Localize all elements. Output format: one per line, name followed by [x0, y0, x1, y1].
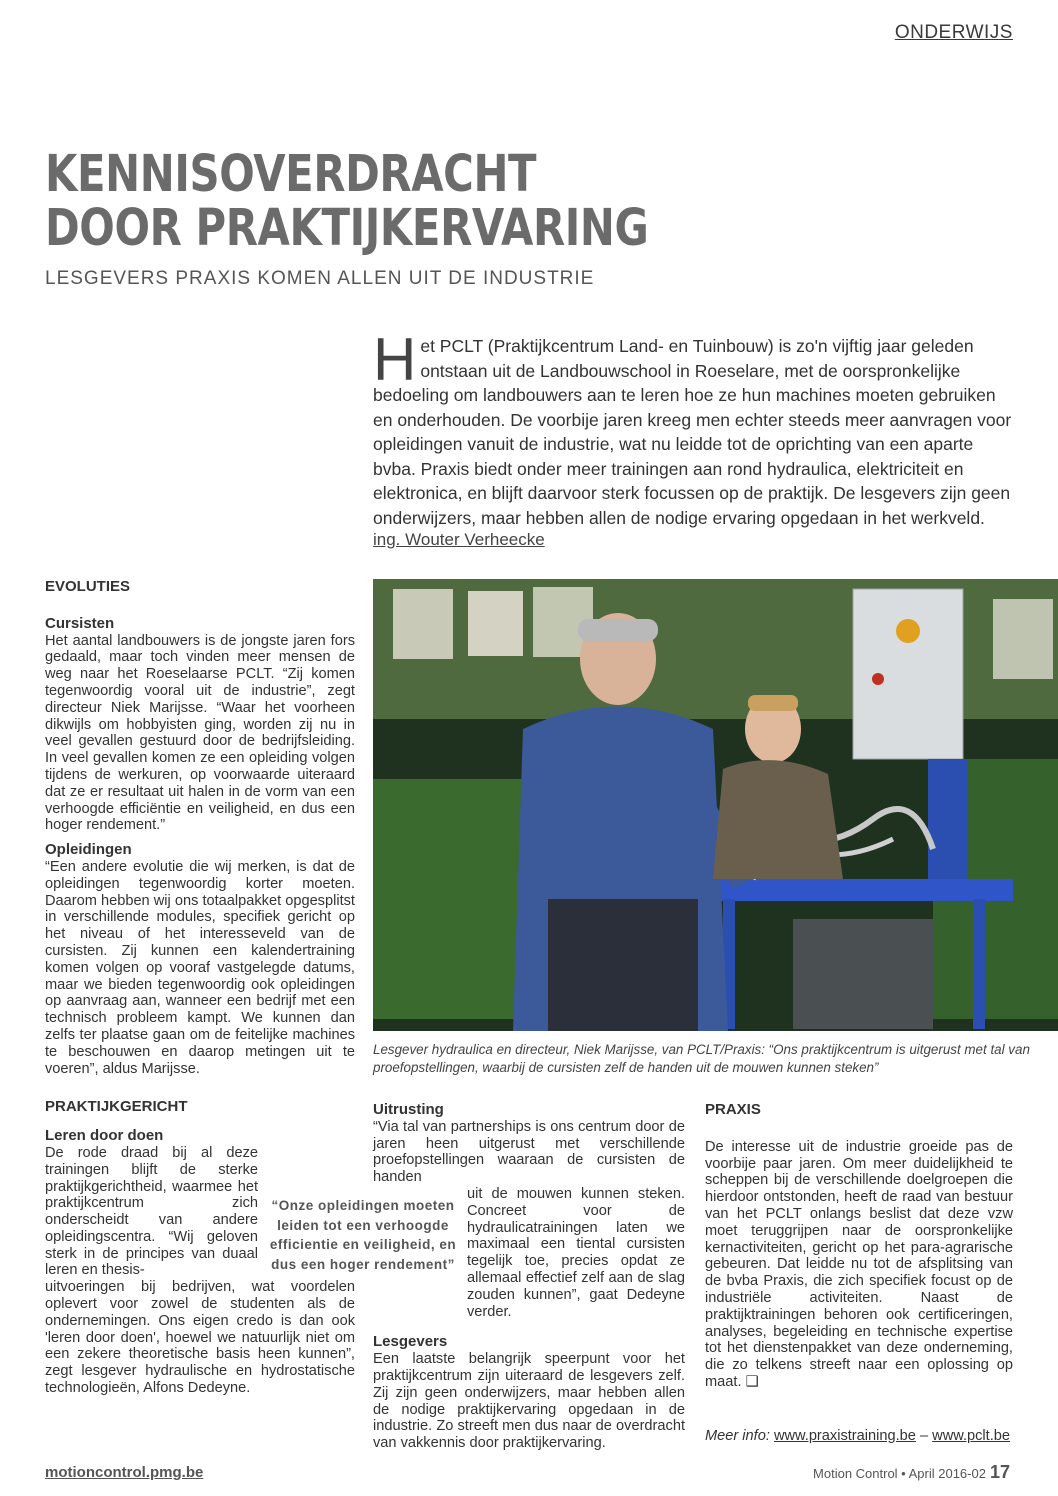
workshop-photo-illustration — [373, 579, 1058, 1031]
drop-cap: H — [373, 326, 417, 393]
paragraph-leren-narrow: De rode draad bij al deze trainingen blijft de sterke praktijkgerichtheid, waarmee het praktijkcentrum zich onderscheidt van andere opleidingscentra. “Wij geloven sterk in de principes van duaal leren en thesis- — [45, 1144, 258, 1279]
paragraph-lesgevers: Een laatste belangrijk speerpunt voor het praktijkcentrum zijn uiteraard de lesgevers zelf. Zij zijn geen onderwijzers, maar hebben allen de nodige praktijkervaring opgedaan in de industrie. Zo streeft men dus naar de overdracht van vakkennis door praktijkervaring. — [373, 1351, 685, 1452]
heading-evoluties: EVOLUTIES — [45, 578, 131, 595]
article-title — [45, 145, 649, 258]
heading-praktijkgericht: PRAKTIJKGERICHT — [45, 1098, 188, 1116]
heading-praxis: PRAXIS — [705, 1101, 761, 1118]
paragraph-praxis — [705, 1139, 1013, 1391]
title-line-1: KENNISOVERDRACHT — [45, 145, 537, 204]
author-byline[interactable]: ing. Wouter Verheecke — [373, 530, 545, 549]
heading-cursisten: Cursisten — [45, 614, 115, 632]
footer-website[interactable]: motioncontrol.pmg.be — [45, 1464, 204, 1481]
title-line-2: DOOR PRAKTIJKERVARING — [45, 199, 649, 258]
link-separator: – — [919, 1428, 929, 1444]
column-3 — [705, 1102, 1013, 1391]
article-intro — [373, 326, 1013, 530]
paragraph-cursisten: Het aantal landbouwers is de jongste jaren fors gedaald, maar toch vinden meer mensen de weg naar het Roeselaarse PCLT. “Zij komen tegenwoordig vooral uit de industrie”, zegt directeur Niek Marijsse. “Waar het voorheen dikwijls om hobbyisten ging, worden zij nu in veel gevallen gestuurd door de bedrijfsleiding. In veel gevallen komen ze een opleiding volgen tijdens de werkuren, op voorwaarde uiteraard dat ze er resultaat uit halen in de vorm van een verhoogde efficiëntie en veiligheid, en dus een hoger rendement.” — [45, 632, 355, 834]
article-photo — [373, 579, 1058, 1031]
column-2 — [373, 1102, 685, 1452]
praxis-text: De interesse uit de industrie groeide pas de voorbije paar jaren. Om meer duidelijkheid te scheppen bij de verschillende doelgroepen die hierdoor ontstonden, heeft de raad van bestuur van het PCLT onlangs beslist dat deze vzw moet teruggrijpen naar de oorspronkelijke kernactiviteiten, gericht op het para-agrarische gebeuren. Dat leidde nu tot de afsplitsing van de bvba Praxis, die zich specifiek focust op de industriële activiteiten. Naast de praktijktrainingen behoren ook certificeringen, analyses, begeleiding en technische expertise tot het dienstenpakket van deze onderneming, die zo telkens streeft naar een oplossing op maat. — [705, 1138, 1013, 1390]
article-subtitle: LESGEVERS PRAXIS KOMEN ALLEN UIT DE INDUSTRIE — [45, 268, 595, 289]
heading-lesgevers: Lesgevers — [373, 1333, 448, 1351]
intro-text: et PCLT (Praktijkcentrum Land- en Tuinbouw) is zo'n vijftig jaar geleden ontstaan uit de Landbouwschool in Roeselare, met de oorspronkelijke bedoeling om landbouwers aan te leren hoe ze hun machines moeten gebruiken en onderhouden. De voorbije jaren kreeg men echter steeds meer aanvragen voor opleidingen vanuit de industrie, wat nu leidde tot de oprichting van een aparte bvba. Praxis biedt onder meer trainingen aan rond hydraulica, elektriciteit en elektronica, en blijft daarvoor sterk focussen op de praktijk. De lesgevers zijn geen onderwijzers, maar hebben allen de nodige ervaring opgedaan in het werkveld. — [373, 336, 1012, 528]
paragraph-leren-wide: uitvoeringen bij bedrijven, wat voordelen oplevert voor zowel de studenten als de ondernemingen. Ons eigen credo is dan ook 'leren door doen', hoewel we natuurlijk niet om een zekere theoretische basis heen kunnen”, zegt lesgever hydraulische en hydrostatische technologieën, Alfons Dedeyne. — [45, 1279, 355, 1397]
photo-caption: Lesgever hydraulica en directeur, Niek Marijsse, van PCLT/Praxis: “Ons praktijkcentrum is uitgerust met tal van proefopstellingen, waarbij de cursisten zelf de handen uit de mouwen kunnen steken” — [373, 1042, 1030, 1075]
footer-magazine: Motion Control • April 2016-02 — [813, 1466, 986, 1481]
heading-opleidingen: Opleidingen — [45, 841, 132, 859]
page-number: 17 — [989, 1462, 1010, 1482]
section-tag[interactable]: ONDERWIJS — [894, 22, 1013, 43]
column-1 — [45, 579, 355, 1397]
paragraph-uitrusting-narrow: uit de mouwen kunnen steken. Concreet voor de hydraulicatrainingen laten we maximaal een tiental cursisten tegelijk toe, precies opdat ze allemaal effectief zelf aan de slag zouden kunnen”, gaat Dedeyne verder. — [467, 1185, 685, 1320]
heading-leren-door-doen: Leren door doen — [45, 1127, 164, 1145]
footer-publication — [813, 1462, 1010, 1483]
link-pclt[interactable]: www.pclt.be — [932, 1428, 1011, 1444]
heading-uitrusting: Uitrusting — [373, 1101, 444, 1118]
end-mark-icon: ❑ — [745, 1373, 759, 1390]
pull-quote: “Onze opleidingen moeten leiden tot een verhoogde efficientie en veiligheid, en dus een hoger rendement” — [269, 1198, 457, 1272]
more-info-label: Meer info: — [705, 1428, 770, 1444]
more-info — [705, 1428, 1010, 1444]
paragraph-opleidingen: “Een andere evolutie die wij merken, is dat de opleidingen tegenwoordig korter moeten. Daarom hebben wij ons totaalpakket opgesplitst in verschillende modules, specifiek gericht op het niveau of het interesseveld van de cursisten. Zij kunnen een kalendertraining komen volgen op vooraf vastgelegde datums, maar we bieden tegenwoordig ook opleidingen op aanvraag aan, wanneer een bedrijf met een technisch probleem kampt. We kunnen dan zelfs ter plaatse gaan om de feitelijke machines te beschouwen en daarop metingen uit te voeren”, aldus Marijsse. — [45, 858, 355, 1077]
link-praxistraining[interactable]: www.praxistraining.be — [773, 1428, 916, 1444]
paragraph-uitrusting-wide: “Via tal van partnerships is ons centrum door de jaren heen uitgerust met verschillende proefopstellingen waaraan de cursisten de handen — [373, 1118, 685, 1186]
